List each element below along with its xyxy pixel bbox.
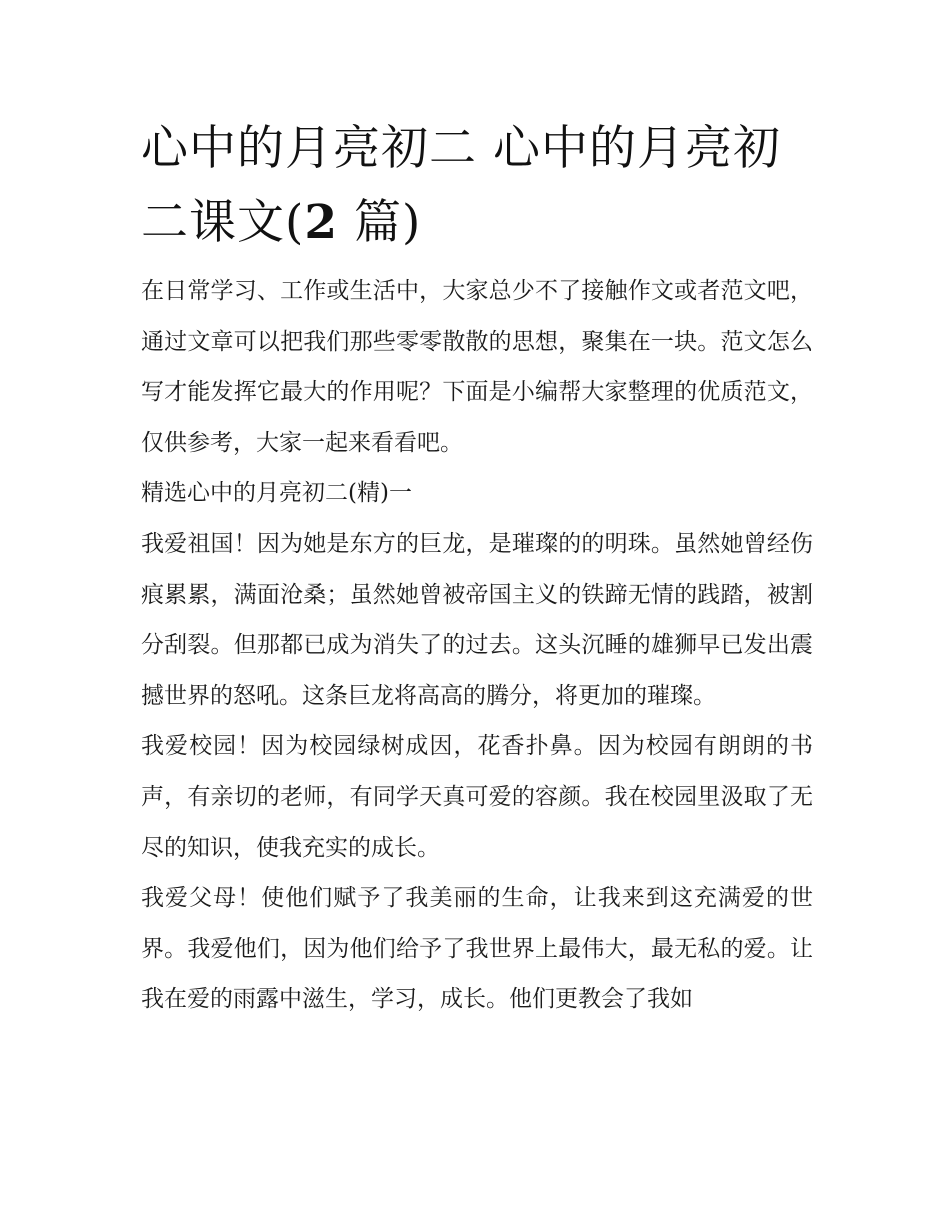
title-line-2-suffix: 篇) xyxy=(338,195,422,250)
title-line-2-number: 2 xyxy=(304,195,339,250)
paragraph-campus: 我爱校园！因为校园绿树成因，花香扑鼻。因为校园有朗朗的书声，有亲切的老师，有同学天真可爱的容颜。我在校园里汲取了无尽的知识，使我充实的成长。 xyxy=(141,733,813,861)
title-line-2-prefix: 二课文( xyxy=(141,195,305,250)
document-body xyxy=(141,112,813,1025)
paragraph-motherland: 我爱祖国！因为她是东方的巨龙，是璀璨的的明珠。虽然她曾经伤痕累累，满面沧桑；虽然她曾被帝国主义的铁蹄无情的践踏，被割分刮裂。但那都已成为消失了的过去。这头沉睡的雄狮早已发出震撼世界的怒吼。这条巨龙将高高的腾分，将更加的璀璨。 xyxy=(141,530,813,709)
intro-paragraph: 在日常学习、工作或生活中，大家总少不了接触作文或者范文吧，通过文章可以把我们那些零零散散的思想，聚集在一块。范文怎么写才能发挥它最大的作用呢？下面是小编帮大家整理的优质范文，仅供参考，大家一起来看看吧。 xyxy=(141,278,813,456)
section-heading: 精选心中的月亮初二(精)一 xyxy=(141,480,412,507)
document-title xyxy=(141,112,813,260)
paragraph-parents: 我爱父母！使他们赋予了我美丽的生命，让我来到这充满爱的世界。我爱他们，因为他们给予了我世界上最伟大，最无私的爱。让我在爱的雨露中滋生，学习，成长。他们更教会了我如 xyxy=(141,885,813,1013)
title-line-1: 心中的月亮初二 心中的月亮初 xyxy=(141,121,781,176)
